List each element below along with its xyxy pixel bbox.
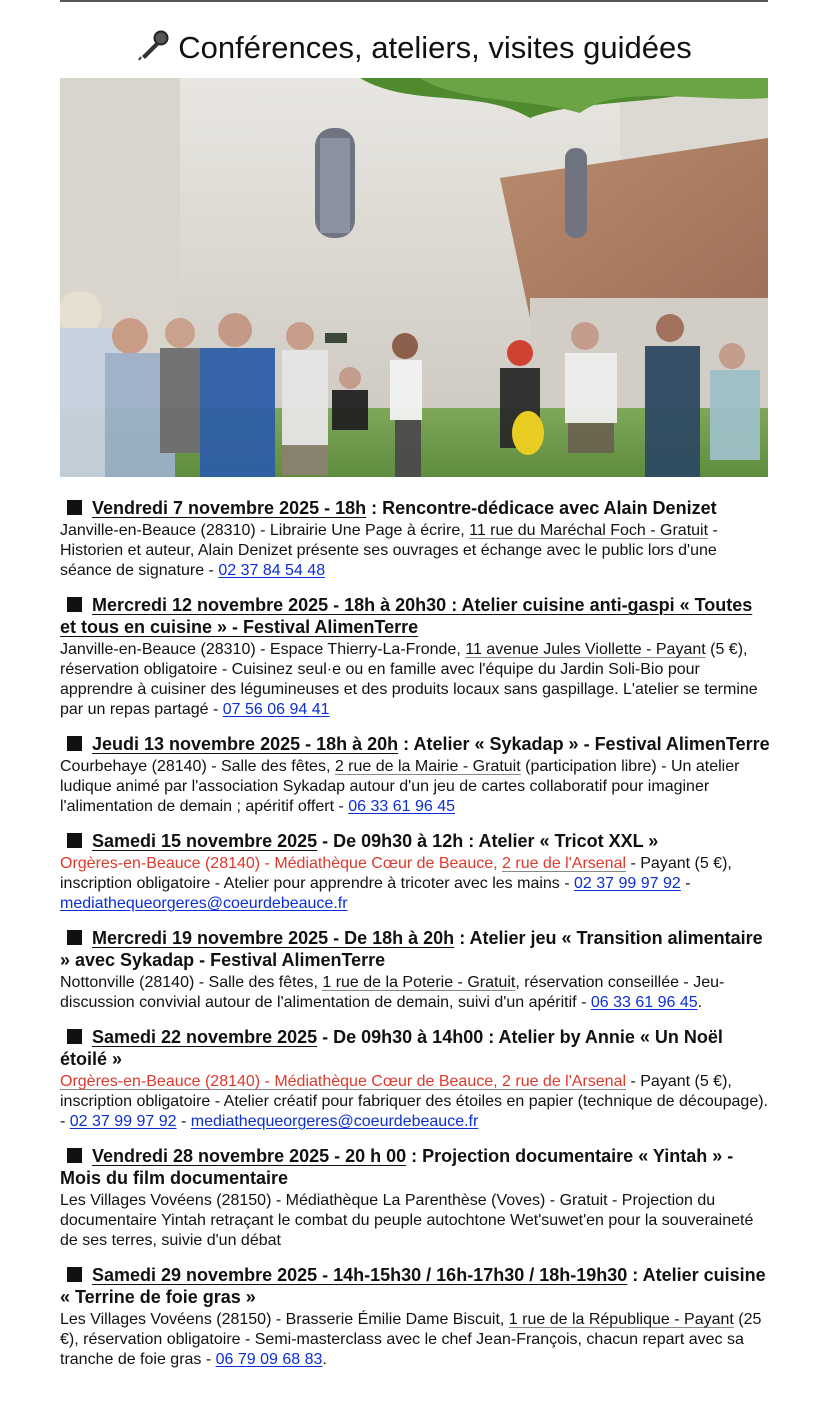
event-place: Les Villages Vovéens (28150) - Brasserie Émilie Dame Biscuit, bbox=[60, 1311, 509, 1328]
event-phone-link[interactable]: 07 56 06 94 41 bbox=[222, 701, 330, 718]
event-description: , réservation conseillée - Jeu-discussion convivial autour de l'alimentation de demain, suivi d'un apéritif - bbox=[60, 974, 725, 1011]
event-heading bbox=[60, 497, 770, 519]
event-heading bbox=[60, 1026, 770, 1070]
event-date: Vendredi 7 novembre 2025 - 18h bbox=[92, 498, 367, 518]
microphone-icon bbox=[136, 29, 172, 61]
event-date: Samedi 22 novembre 2025 bbox=[92, 1027, 318, 1047]
event-details bbox=[60, 854, 770, 914]
event-title: : Atelier jeu « Transition alimentaire » avec Sykadap - Festival AlimenTerre bbox=[60, 928, 763, 970]
event-details bbox=[60, 1191, 770, 1251]
separator: - bbox=[176, 1113, 191, 1130]
event-description: - Payant (5 €), inscription obligatoire - Atelier pour apprendre à tricoter avec les mains - bbox=[60, 855, 732, 892]
event-description: (25 €), réservation obligatoire - Semi-masterclass avec le chef Jean-François, chacun repart avec sa tranche de foie gras - bbox=[60, 1311, 762, 1368]
event-email-link[interactable]: mediathequeorgeres@coeurdebeauce.fr bbox=[60, 895, 348, 912]
event-phone-link[interactable]: 02 37 99 97 92 bbox=[69, 1113, 177, 1130]
event-item bbox=[60, 830, 770, 914]
bullet-square-icon bbox=[67, 1148, 82, 1163]
event-description: Les Villages Vovéens (28150) - Médiathèque La Parenthèse (Voves) - Gratuit - Projection du documentaire Yintah retraçant le combat du peuple autochtone Wet'suwet'en pour la souveraineté de ses terres, suivie d'un débat bbox=[60, 1192, 754, 1249]
event-address-link[interactable]: 11 rue du Maréchal Foch - Gratuit bbox=[469, 522, 709, 539]
event-details bbox=[60, 973, 770, 1013]
page-title-text: Conférences, ateliers, visites guidées bbox=[178, 30, 692, 65]
event-item bbox=[60, 497, 770, 581]
event-heading bbox=[60, 1264, 770, 1308]
event-date: Jeudi 13 novembre 2025 - 18h à 20h bbox=[92, 734, 399, 754]
event-title: - De 09h30 à 14h00 : Atelier by Annie « Un Noël étoilé » bbox=[60, 1027, 723, 1069]
bullet-square-icon bbox=[67, 1029, 82, 1044]
event-description: (participation libre) - Un atelier ludique animé par l'association Sykadap autour d'un jeu de cartes collaboratif pour imaginer l'alimentation de demain ; apéritif offert - bbox=[60, 758, 740, 815]
event-date: Samedi 29 novembre 2025 - 14h-15h30 / 16h-17h30 / 18h-19h30 bbox=[92, 1265, 628, 1285]
bullet-square-icon bbox=[67, 597, 82, 612]
event-place-highlight: Orgères-en-Beauce (28140) - Médiathèque Cœur de Beauce, bbox=[60, 855, 503, 872]
event-phone-link[interactable]: 06 33 61 96 45 bbox=[590, 994, 698, 1011]
page-title bbox=[0, 28, 828, 68]
event-title: - De 09h30 à 12h : Atelier « Tricot XXL » bbox=[317, 831, 659, 851]
event-address-link[interactable]: Orgères-en-Beauce (28140) - Médiathèque Cœur de Beauce, 2 rue de l'Arsenal bbox=[60, 1073, 627, 1090]
event-details bbox=[60, 640, 770, 720]
event-title: : Atelier cuisine « Terrine de foie gras » bbox=[60, 1265, 766, 1307]
event-place: Janville-en-Beauce (28310) - Espace Thierry-La-Fronde, bbox=[60, 641, 466, 658]
bullet-square-icon bbox=[67, 930, 82, 945]
event-title: : Projection documentaire « Yintah » - Mois du film documentaire bbox=[60, 1146, 734, 1188]
event-address-link[interactable]: 2 rue de la Mairie - Gratuit bbox=[334, 758, 521, 775]
bullet-square-icon bbox=[67, 1267, 82, 1282]
event-address-link[interactable]: 1 rue de la République - Payant bbox=[508, 1311, 734, 1328]
event-item bbox=[60, 1264, 770, 1370]
event-details bbox=[60, 1310, 770, 1370]
separator: - bbox=[680, 875, 691, 892]
event-date: Mercredi 12 novembre 2025 - 18h à 20h30 : Atelier cuisine anti-gaspi « Toutes et tous en cuisine » - Festival AlimenTerre bbox=[60, 595, 753, 637]
event-list bbox=[60, 497, 770, 1383]
event-place: Janville-en-Beauce (28310) - Librairie Une Page à écrire, bbox=[60, 522, 470, 539]
event-description: (5 €), réservation obligatoire - Cuisinez seul·e ou en famille avec l'équipe du Jardin Soli-Bio pour apprendre à cuisiner des légumineuses et des produits locaux sans gaspillage. L'atelier se termine par un repas partagé - bbox=[60, 641, 758, 718]
event-description: - Historien et auteur, Alain Denizet présente ses ouvrages et échange avec le public lors d'une séance de signature - bbox=[60, 522, 718, 579]
event-date: Mercredi 19 novembre 2025 - De 18h à 20h bbox=[92, 928, 455, 948]
event-title: : Rencontre-dédicace avec Alain Denizet bbox=[366, 498, 717, 518]
event-item bbox=[60, 733, 770, 817]
event-address-link[interactable]: 2 rue de l'Arsenal bbox=[502, 855, 627, 872]
event-address-link[interactable]: 11 avenue Jules Viollette - Payant bbox=[465, 641, 706, 658]
event-heading bbox=[60, 830, 770, 852]
event-heading bbox=[60, 927, 770, 971]
event-details bbox=[60, 521, 770, 581]
event-phone-link[interactable]: 02 37 84 54 48 bbox=[218, 562, 326, 579]
bullet-square-icon bbox=[67, 833, 82, 848]
event-item bbox=[60, 1145, 770, 1251]
event-place: Nottonville (28140) - Salle des fêtes, bbox=[60, 974, 323, 991]
event-address-link[interactable]: 1 rue de la Poterie - Gratuit bbox=[322, 974, 516, 991]
bullet-square-icon bbox=[67, 500, 82, 515]
event-title: : Atelier « Sykadap » - Festival AlimenTerre bbox=[398, 734, 770, 754]
event-description: - Payant (5 €), inscription obligatoire - Atelier créatif pour fabriquer des étoiles en papier (technique de découpage). - bbox=[60, 1073, 768, 1130]
event-phone-link[interactable]: 02 37 99 97 92 bbox=[574, 875, 681, 892]
guided-tour-photo bbox=[60, 78, 768, 477]
event-item bbox=[60, 927, 770, 1013]
event-email-link[interactable]: mediathequeorgeres@coeurdebeauce.fr bbox=[190, 1113, 479, 1130]
event-heading bbox=[60, 594, 770, 638]
event-phone-link[interactable]: 06 79 09 68 83 bbox=[215, 1351, 323, 1368]
period: . bbox=[697, 994, 703, 1011]
period: . bbox=[322, 1351, 327, 1368]
event-heading bbox=[60, 733, 770, 755]
event-details bbox=[60, 1072, 770, 1132]
top-divider bbox=[60, 0, 768, 2]
event-place: Courbehaye (28140) - Salle des fêtes, bbox=[60, 758, 335, 775]
bullet-square-icon bbox=[67, 736, 82, 751]
event-item bbox=[60, 1026, 770, 1132]
event-phone-link[interactable]: 06 33 61 96 45 bbox=[348, 798, 456, 815]
event-details bbox=[60, 757, 770, 817]
event-heading bbox=[60, 1145, 770, 1189]
event-item bbox=[60, 594, 770, 720]
event-date: Vendredi 28 novembre 2025 - 20 h 00 bbox=[92, 1146, 407, 1166]
event-date: Samedi 15 novembre 2025 bbox=[92, 831, 318, 851]
